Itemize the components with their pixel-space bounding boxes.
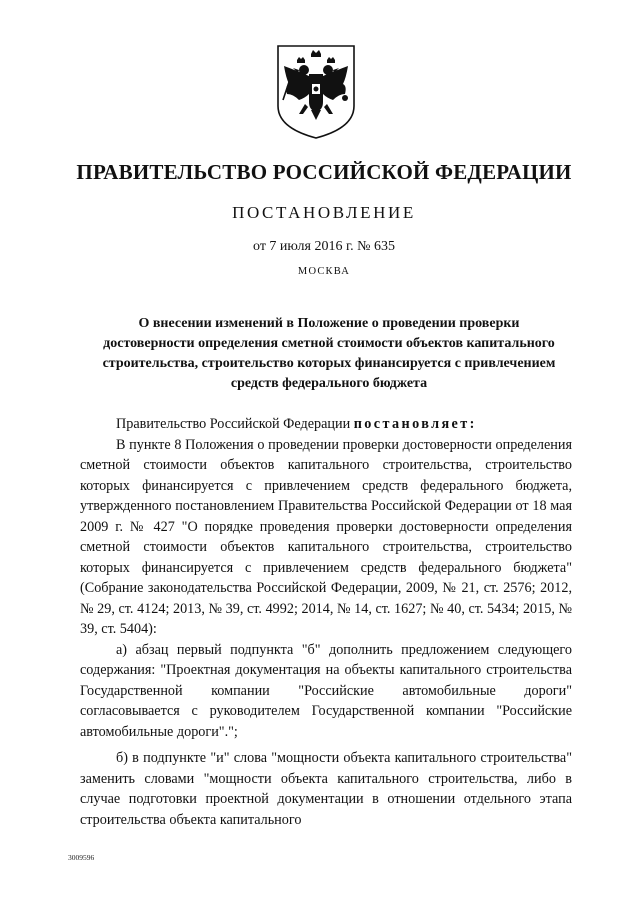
body-paragraph: а) абзац первый подпункта "б" дополнить предложением следующего содержания: "Проектная документация на объекты капитального строительства Государственной компании "Российские автомобильные дороги" согласовывается с руководителем Государственной компании "Российские автомобильные дороги"."; [80, 641, 572, 740]
document-heading: О внесении изменений в Положение о проведении проверки достоверности определения сметной стоимости объектов капитального строительства, строительство которых финансируется с привлечением средств федерального бюджета [102, 316, 556, 391]
body-paragraph: б) в подпункте "и" слова "мощности объекта капитального строительства" заменить словами "мощности объекта капитального строительства, либо в случае подготовки проектной документации в отношении отдельного этапа строительства объекта капитального [80, 750, 572, 828]
body-paragraph: В пункте 8 Положения о проведении проверки достоверности определения сметной стоимости объектов капитального строительства, строительство которых финансируется с привлечением средств федерального бюджета, утвержденного постановлением Правительства Российской Федерации от 18 мая 2009 г. № 427 "О порядке проведения проверки достоверности определения сметной стоимости объектов капитального строительства, строительство которых финансируется с привлечением средств федерального бюджета" (Собрание законодательства Российской Федерации, 2009, № 21, ст. 2576; 2012, № 29, ст. 4124; 2013, № 39, ст. 4992; 2014, № 14, ст. 1627; № 40, ст. 5434; 2015, № 39, ст. 5404): [80, 436, 572, 637]
decree-lead-emphasis: постановляет: [353, 416, 477, 432]
decree-lead-text: Правительство Российской Федерации [116, 416, 354, 432]
coat-of-arms-emblem-icon [275, 44, 357, 140]
footer-document-code: 3009596 [68, 853, 95, 862]
document-type: ПОСТАНОВЛЕНИЕ [232, 203, 416, 222]
document-date-number: от 7 июля 2016 г. № 635 [253, 239, 395, 254]
document-body [80, 414, 572, 830]
decree-lead-paragraph [80, 414, 572, 435]
document-city: МОСКВА [297, 266, 351, 277]
government-title: ПРАВИТЕЛЬСТВО РОССИЙСКОЙ ФЕДЕРАЦИИ [76, 160, 572, 184]
